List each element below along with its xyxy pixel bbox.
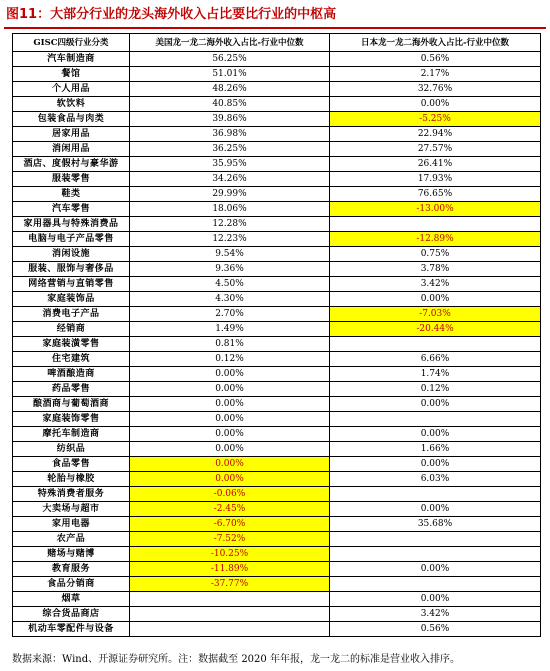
industry-cell: 综合货品商店 bbox=[13, 607, 130, 622]
us-value-cell: 40.85% bbox=[130, 97, 330, 112]
table-row bbox=[13, 547, 541, 562]
table-row bbox=[13, 52, 541, 67]
jp-value-cell: 0.75% bbox=[330, 247, 541, 262]
figure-title: 图11：大部分行业的龙头海外收入占比要比行业的中枢高 bbox=[6, 7, 337, 22]
industry-cell: 食品分销商 bbox=[13, 577, 130, 592]
industry-cell: 消闲设施 bbox=[13, 247, 130, 262]
jp-value-cell: 0.56% bbox=[330, 52, 541, 67]
jp-value-cell: -12.89% bbox=[330, 232, 541, 247]
us-value-cell: 12.28% bbox=[130, 217, 330, 232]
jp-value-cell: 1.66% bbox=[330, 442, 541, 457]
table-row bbox=[13, 472, 541, 487]
jp-value-cell: 0.00% bbox=[330, 292, 541, 307]
industry-cell: 烟草 bbox=[13, 592, 130, 607]
jp-value-cell bbox=[330, 547, 541, 562]
table-row bbox=[13, 292, 541, 307]
jp-value-cell bbox=[330, 337, 541, 352]
header-us: 美国龙一龙二海外收入占比-行业中位数 bbox=[130, 34, 330, 52]
table-row bbox=[13, 157, 541, 172]
industry-cell: 个人用品 bbox=[13, 82, 130, 97]
us-value-cell: -11.89% bbox=[130, 562, 330, 577]
industry-cell: 鞋类 bbox=[13, 187, 130, 202]
table-row bbox=[13, 187, 541, 202]
table-row bbox=[13, 502, 541, 517]
table-row bbox=[13, 172, 541, 187]
industry-cell: 酿酒商与葡萄酒商 bbox=[13, 397, 130, 412]
table-row bbox=[13, 607, 541, 622]
jp-value-cell: 32.76% bbox=[330, 82, 541, 97]
table-row bbox=[13, 277, 541, 292]
jp-value-cell: 0.56% bbox=[330, 622, 541, 637]
industry-cell: 赌场与赌博 bbox=[13, 547, 130, 562]
us-value-cell: 39.86% bbox=[130, 112, 330, 127]
us-value-cell: 4.30% bbox=[130, 292, 330, 307]
industry-cell: 大卖场与超市 bbox=[13, 502, 130, 517]
table-row bbox=[13, 397, 541, 412]
us-value-cell: -2.45% bbox=[130, 502, 330, 517]
jp-value-cell: 17.93% bbox=[330, 172, 541, 187]
table-header-row bbox=[13, 34, 541, 52]
us-value-cell: 56.25% bbox=[130, 52, 330, 67]
header-jp: 日本龙一龙二海外收入占比-行业中位数 bbox=[330, 34, 541, 52]
industry-cell: 网络营销与直销零售 bbox=[13, 277, 130, 292]
jp-value-cell bbox=[330, 577, 541, 592]
industry-cell: 汽车零售 bbox=[13, 202, 130, 217]
table-row bbox=[13, 457, 541, 472]
jp-value-cell: 0.00% bbox=[330, 562, 541, 577]
us-value-cell: 9.54% bbox=[130, 247, 330, 262]
table-row bbox=[13, 517, 541, 532]
us-value-cell: 0.00% bbox=[130, 427, 330, 442]
table-row bbox=[13, 442, 541, 457]
jp-value-cell bbox=[330, 217, 541, 232]
jp-value-cell: 0.00% bbox=[330, 97, 541, 112]
jp-value-cell bbox=[330, 412, 541, 427]
table-row bbox=[13, 127, 541, 142]
industry-cell: 家庭装饰品 bbox=[13, 292, 130, 307]
table-row bbox=[13, 307, 541, 322]
jp-value-cell: 0.00% bbox=[330, 457, 541, 472]
table-row bbox=[13, 532, 541, 547]
us-value-cell: 0.00% bbox=[130, 397, 330, 412]
table-row bbox=[13, 592, 541, 607]
industry-cell: 家用器具与特殊消费品 bbox=[13, 217, 130, 232]
industry-cell: 轮胎与橡胶 bbox=[13, 472, 130, 487]
table-row bbox=[13, 322, 541, 337]
industry-cell: 农产品 bbox=[13, 532, 130, 547]
industry-cell: 消闲用品 bbox=[13, 142, 130, 157]
us-value-cell: 9.36% bbox=[130, 262, 330, 277]
table-row bbox=[13, 82, 541, 97]
jp-value-cell: 26.41% bbox=[330, 157, 541, 172]
industry-cell: 软饮料 bbox=[13, 97, 130, 112]
industry-cell: 家庭装潢零售 bbox=[13, 337, 130, 352]
us-value-cell: -7.52% bbox=[130, 532, 330, 547]
table-row bbox=[13, 97, 541, 112]
jp-value-cell: 6.03% bbox=[330, 472, 541, 487]
jp-value-cell: -20.44% bbox=[330, 322, 541, 337]
us-value-cell: 0.00% bbox=[130, 367, 330, 382]
jp-value-cell: 3.78% bbox=[330, 262, 541, 277]
table-row bbox=[13, 577, 541, 592]
us-value-cell: -37.77% bbox=[130, 577, 330, 592]
us-value-cell: 34.26% bbox=[130, 172, 330, 187]
table-row bbox=[13, 262, 541, 277]
header-industry: GISC四级行业分类 bbox=[13, 34, 130, 52]
us-value-cell bbox=[130, 607, 330, 622]
table-row bbox=[13, 412, 541, 427]
us-value-cell: 4.50% bbox=[130, 277, 330, 292]
industry-cell: 啤酒酿造商 bbox=[13, 367, 130, 382]
title-rule bbox=[4, 27, 546, 29]
us-value-cell: 29.99% bbox=[130, 187, 330, 202]
industry-cell: 住宅建筑 bbox=[13, 352, 130, 367]
jp-value-cell bbox=[330, 487, 541, 502]
industry-cell: 药品零售 bbox=[13, 382, 130, 397]
industry-cell: 经销商 bbox=[13, 322, 130, 337]
us-value-cell: 35.95% bbox=[130, 157, 330, 172]
us-value-cell: 0.00% bbox=[130, 457, 330, 472]
jp-value-cell: 3.42% bbox=[330, 607, 541, 622]
table-row bbox=[13, 337, 541, 352]
table-row bbox=[13, 112, 541, 127]
table-row bbox=[13, 622, 541, 637]
jp-value-cell: 1.74% bbox=[330, 367, 541, 382]
industry-cell: 酒店、度假村与豪华游 bbox=[13, 157, 130, 172]
industry-cell: 电脑与电子产品零售 bbox=[13, 232, 130, 247]
us-value-cell: 0.81% bbox=[130, 337, 330, 352]
us-value-cell: 2.70% bbox=[130, 307, 330, 322]
industry-cell: 摩托车制造商 bbox=[13, 427, 130, 442]
table-row bbox=[13, 562, 541, 577]
jp-value-cell: 6.66% bbox=[330, 352, 541, 367]
us-value-cell: 1.49% bbox=[130, 322, 330, 337]
jp-value-cell: 0.00% bbox=[330, 592, 541, 607]
industry-cell: 纺织品 bbox=[13, 442, 130, 457]
jp-value-cell: 76.65% bbox=[330, 187, 541, 202]
table-row bbox=[13, 142, 541, 157]
us-value-cell: 0.00% bbox=[130, 382, 330, 397]
us-value-cell bbox=[130, 622, 330, 637]
us-value-cell: -0.06% bbox=[130, 487, 330, 502]
table-row bbox=[13, 382, 541, 397]
table-row bbox=[13, 367, 541, 382]
data-table bbox=[12, 33, 541, 637]
us-value-cell: 36.25% bbox=[130, 142, 330, 157]
jp-value-cell: 35.68% bbox=[330, 517, 541, 532]
us-value-cell: -6.70% bbox=[130, 517, 330, 532]
industry-cell: 家用电器 bbox=[13, 517, 130, 532]
industry-cell: 特殊消费者服务 bbox=[13, 487, 130, 502]
jp-value-cell: 0.00% bbox=[330, 502, 541, 517]
jp-value-cell: -13.00% bbox=[330, 202, 541, 217]
jp-value-cell: 22.94% bbox=[330, 127, 541, 142]
us-value-cell: 12.23% bbox=[130, 232, 330, 247]
jp-value-cell: -5.25% bbox=[330, 112, 541, 127]
jp-value-cell: 3.42% bbox=[330, 277, 541, 292]
industry-cell: 包装食品与肉类 bbox=[13, 112, 130, 127]
industry-cell: 汽车制造商 bbox=[13, 52, 130, 67]
industry-cell: 餐馆 bbox=[13, 67, 130, 82]
us-value-cell: 51.01% bbox=[130, 67, 330, 82]
industry-cell: 家庭装饰零售 bbox=[13, 412, 130, 427]
us-value-cell: 36.98% bbox=[130, 127, 330, 142]
table-body bbox=[13, 52, 541, 637]
industry-cell: 机动车零配件与设备 bbox=[13, 622, 130, 637]
table-row bbox=[13, 247, 541, 262]
jp-value-cell: 27.57% bbox=[330, 142, 541, 157]
industry-cell: 服装、服饰与奢侈品 bbox=[13, 262, 130, 277]
jp-value-cell: 2.17% bbox=[330, 67, 541, 82]
industry-cell: 居家用品 bbox=[13, 127, 130, 142]
us-value-cell: 0.00% bbox=[130, 412, 330, 427]
table-row bbox=[13, 202, 541, 217]
table-row bbox=[13, 67, 541, 82]
industry-cell: 食品零售 bbox=[13, 457, 130, 472]
us-value-cell: 48.26% bbox=[130, 82, 330, 97]
jp-value-cell: 0.12% bbox=[330, 382, 541, 397]
us-value-cell: 0.00% bbox=[130, 442, 330, 457]
industry-cell: 教育服务 bbox=[13, 562, 130, 577]
jp-value-cell: 0.00% bbox=[330, 397, 541, 412]
industry-cell: 服装零售 bbox=[13, 172, 130, 187]
table-row bbox=[13, 232, 541, 247]
table-row bbox=[13, 217, 541, 232]
jp-value-cell bbox=[330, 532, 541, 547]
table-row bbox=[13, 427, 541, 442]
us-value-cell bbox=[130, 592, 330, 607]
industry-cell: 消费电子产品 bbox=[13, 307, 130, 322]
table-row bbox=[13, 352, 541, 367]
table-row bbox=[13, 487, 541, 502]
us-value-cell: 18.06% bbox=[130, 202, 330, 217]
us-value-cell: -10.25% bbox=[130, 547, 330, 562]
source-footnote: 数据来源：Wind、开源证券研究所。注：数据截至 2020 年年报，龙一龙二的标准是营业收入排序。 bbox=[12, 654, 460, 665]
us-value-cell: 0.00% bbox=[130, 472, 330, 487]
jp-value-cell: 0.00% bbox=[330, 427, 541, 442]
jp-value-cell: -7.03% bbox=[330, 307, 541, 322]
us-value-cell: 0.12% bbox=[130, 352, 330, 367]
